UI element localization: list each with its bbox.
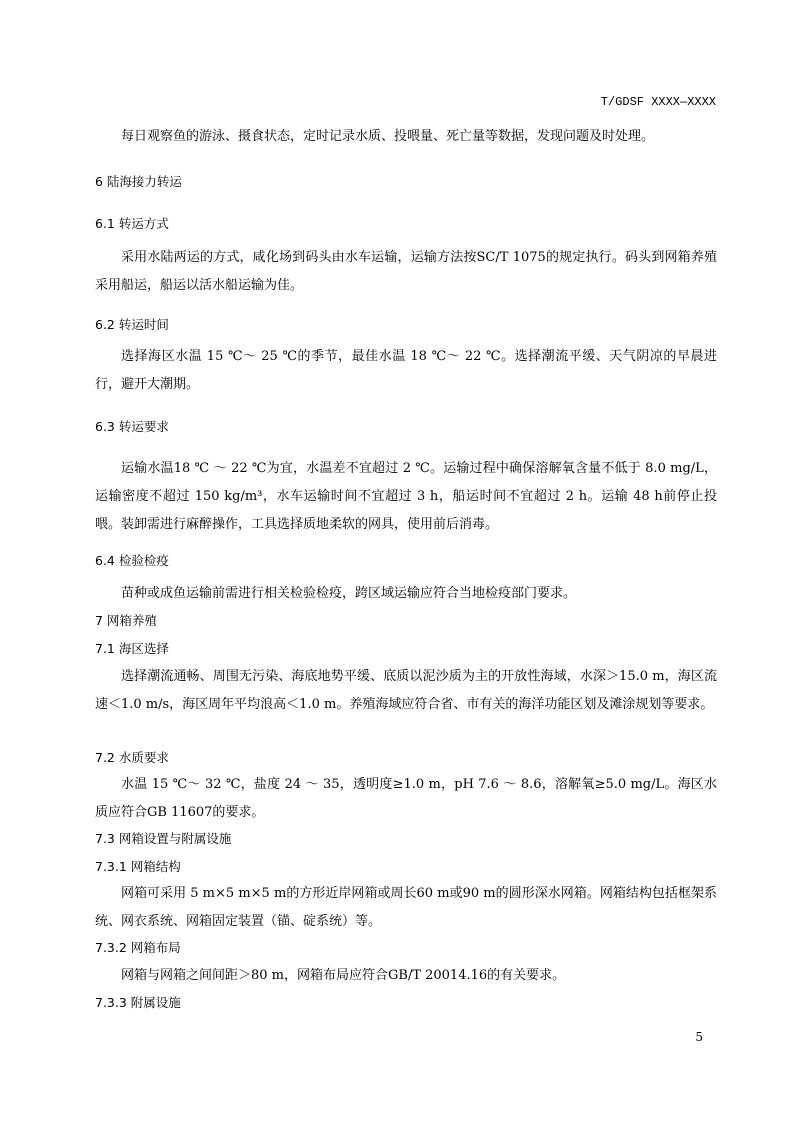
paragraph: 运输水温18 ℃ ～ 22 ℃为宜，水温差不宜超过 2 ℃。运输过程中确保溶解氧含量不低于 8.0 mg/L，运输密度不超过 150 kg/m³，水车运输时间不宜超过 3 h，船运时间不宜超过 2 h。运输 48 h前停止投喂。装卸需进行麻醉操作，工具选择质地柔软的网具，使用前后消毒。 bbox=[95, 461, 717, 532]
subsection-heading: 6.2 转运时间 bbox=[95, 317, 169, 332]
subsection-heading: 7.2 水质要求 bbox=[95, 750, 169, 765]
paragraph: 每日观察鱼的游泳、摄食状态，定时记录水质、投喂量、死亡量等数据，发现问题及时处理。 bbox=[121, 129, 655, 144]
subsubsection-heading: 7.3.3 附属设施 bbox=[95, 995, 181, 1010]
section-heading: 6 陆海接力转运 bbox=[95, 174, 182, 189]
paragraph: 水温 15 ℃～ 32 ℃，盐度 24 ～ 35，透明度≥1.0 m，pH 7.6 ～ 8.6，溶解氧≥5.0 mg/L。海区水质应符合GB 11607的要求。 bbox=[95, 777, 717, 820]
subsection-heading: 7.3 网箱设置与附属设施 bbox=[95, 831, 232, 846]
paragraph: 选择海区水温 15 ℃～ 25 ℃的季节，最佳水温 18 ℃～ 22 ℃。选择潮流平缓、天气阴凉的早晨进行，避开大潮期。 bbox=[95, 349, 717, 392]
subsubsection-heading: 7.3.1 网箱结构 bbox=[95, 859, 181, 874]
subsubsection-heading: 7.3.2 网箱布局 bbox=[95, 940, 181, 955]
paragraph: 网箱与网箱之间间距＞80 m，网箱布局应符合GB/T 20014.16的有关要求。 bbox=[121, 968, 566, 983]
subsection-heading: 6.4 检验检疫 bbox=[95, 553, 169, 568]
subsection-heading: 6.3 转运要求 bbox=[95, 419, 169, 434]
subsection-heading: 7.1 海区选择 bbox=[95, 641, 169, 656]
paragraph: 苗种或成鱼运输前需进行相关检验检疫，跨区域运输应符合当地检疫部门要求。 bbox=[121, 586, 577, 601]
paragraph: 选择潮流通畅、周围无污染、海底地势平缓、底质以泥沙质为主的开放性海域，水深＞15.0 m，海区流速＜1.0 m/s，海区周年平均浪高＜1.0 m。养殖海域应符合省、市有关的海洋功能区划及滩涂规划等要求。 bbox=[95, 669, 717, 712]
paragraph: 网箱可采用 5 m×5 m×5 m的方形近岸网箱或周长60 m或90 m的圆形深水网箱。网箱结构包括框架系统、网衣系统、网箱固定装置（锚、碇系统）等。 bbox=[95, 886, 717, 929]
doc-id-header: T/GDSF XXXX—XXXX bbox=[600, 95, 716, 109]
subsection-heading: 6.1 转运方式 bbox=[95, 216, 169, 231]
section-heading: 7 网箱养殖 bbox=[95, 613, 157, 628]
page-number: 5 bbox=[695, 1030, 703, 1044]
paragraph: 采用水陆两运的方式，咸化场到码头由水车运输，运输方法按SC/T 1075的规定执行。码头到网箱养殖采用船运，船运以活水船运输为佳。 bbox=[95, 250, 717, 293]
